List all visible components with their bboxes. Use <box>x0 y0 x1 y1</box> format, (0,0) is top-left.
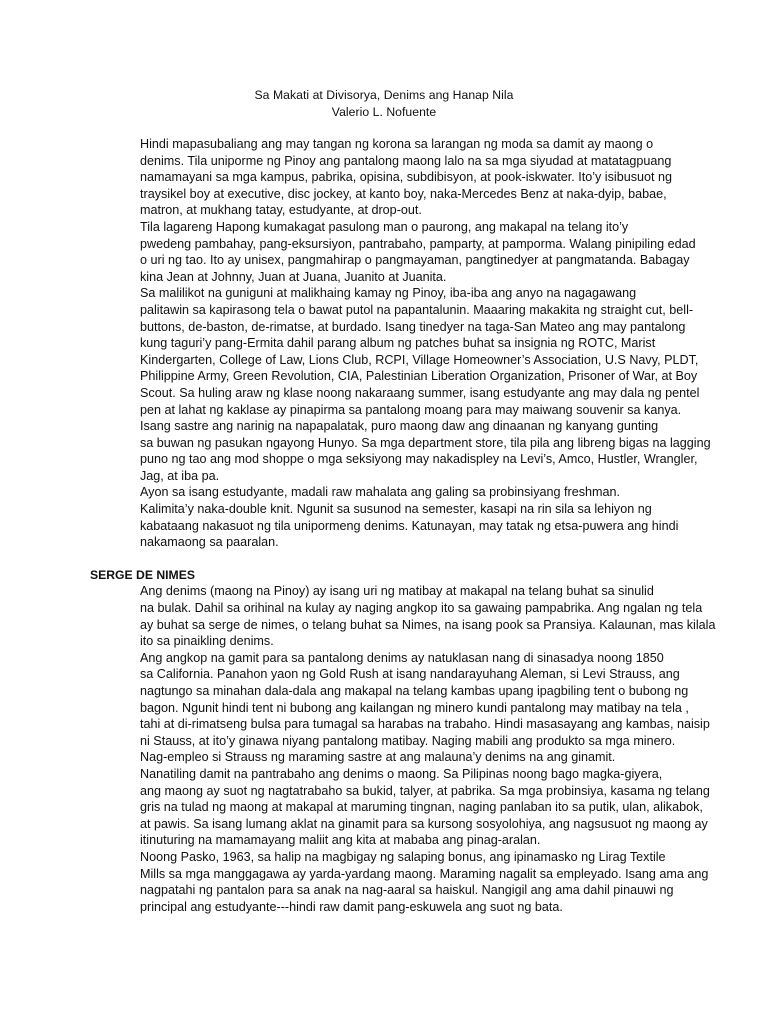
text-line: Jag, at iba pa. <box>140 468 220 483</box>
paragraph <box>90 484 710 550</box>
text-line: namamayani sa mga kampus, pabrika, opisina, subdibisyon, at pook-iskwater. Ito’y isibusuot ng <box>140 170 673 185</box>
text-line: Noong Pasko, 1963, sa halip na magbigay ng salaping bonus, ang ipinamasko ng Lirag Textile <box>140 849 666 864</box>
text-line: Kalimita’y naka-double knit. Ngunit sa susunod na semester, kasapi na rin sila sa lehiyon ng <box>140 502 652 517</box>
text-line: pen at lahat ng kaklase ay pinapirma sa pantalong moang para may maiwang souvenir sa kanya. <box>140 402 682 417</box>
text-line: Philippine Army, Green Revolution, CIA, Palestinian Liberation Organization, Prisoner of War, at Boy <box>140 369 698 384</box>
text-line: o uri ng tao. Ito ay unisex, pangmahirap o pangmayaman, pangtinedyer at pangmatanda. Babagay <box>140 253 690 268</box>
document-author: Valerio L. Nofuente <box>331 105 437 119</box>
text-line: Ang denims (maong na Pinoy) ay isang uri ng matibay at makapal na telang buhat sa sinulid <box>140 584 654 599</box>
text-line: nakamaong sa paaralan. <box>140 535 279 550</box>
text-line: puno ng tao ang mod shoppe o mga seksiyong may nakadispley na Levi’s, Amco, Hustler, Wrangler, <box>140 452 698 467</box>
text-line: gris na tulad ng maong at makapal at maruming tingnan, naging panlaban ito sa putik, ulan, alikabok, <box>140 800 703 815</box>
section-serge-de-nimes <box>90 583 716 915</box>
text-line: Scout. Sa huling araw ng klase noong nakaraang summer, isang estudyante ang may dala ng pentel <box>140 385 700 400</box>
text-line: sa California. Panahon yaon ng Gold Rush at isang nandarayuhang Aleman, si Levi Strauss, ang <box>140 667 680 682</box>
text-line: Ang angkop na gamit para sa pantalong denims ay natuklasan nang di sinasadya noong 1850 <box>140 650 664 665</box>
text-line: kung taguri’y pang-Ermita dahil parang album ng patches buhat sa insignia ng ROTC, Marist <box>140 336 656 351</box>
text-line: Kindergarten, College of Law, Lions Club, RCPI, Village Homeowner’s Association, U.S Navy, PLDT, <box>140 352 699 367</box>
text-line: denims. Tila uniporme ng Pinoy ang pantalong maong lalo na sa mga siyudad at matatagpuang <box>140 153 672 168</box>
text-line: ito sa pinaikling denims. <box>140 634 274 649</box>
section-intro <box>90 136 710 551</box>
text-line: nagtungo sa minahan dala-dala ang makapal na telang kambas upang ipagbiling tent o bubong ng <box>140 684 689 698</box>
document-title: Sa Makati at Divisorya, Denims ang Hanap Nila <box>254 88 514 102</box>
text-line: kina Jean at Johnny, Juan at Juana, Juanito at Juanita. <box>140 269 447 284</box>
text-line: ang maong ay suot ng nagtatrabaho sa bukid, talyer, at pabrika. Sa mga probinsiya, kasama ng telang <box>140 783 710 798</box>
text-line: Mills sa mga manggagawa ay yarda-yardang maong. Maraming nagalit sa empleyado. Isang ama ang <box>140 866 709 881</box>
paragraph <box>90 583 716 649</box>
paragraph <box>90 285 710 418</box>
paragraph <box>90 136 710 219</box>
text-line: itinuturing na mamamayang maliit ang kita at mababa ang pinag-aralan. <box>140 833 541 848</box>
text-line: nagpatahi ng pantalon para sa anak na nag-aaral sa haiskul. Nangigil ang ama dahil pinauwi ng <box>140 883 674 898</box>
text-line: at pawis. Sa isang lumang aklat na ginamit para sa kursong sosyolohiya, ang nagsusuot ng maong ay <box>140 816 708 831</box>
text-line: ay buhat sa serge de nimes, o telang buhat sa Nimes, na isang pook sa Pransiya. Kalaunan, mas kilala <box>140 617 716 632</box>
text-line: na bulak. Dahil sa orihinal na kulay ay naging angkop ito sa gawaing pampabrika. Ang ngalan ng tela <box>140 601 703 616</box>
text-line: traysikel boy at executive, disc jockey, at kanto boy, naka-Mercedes Benz at naka-dyip, babae, <box>140 186 667 201</box>
text-line: principal ang estudyante---hindi raw damit pang-eskuwela ang suot ng bata. <box>140 899 563 914</box>
text-line: Ayon sa isang estudyante, madali raw mahalata ang galing sa probinsiyang freshman. <box>140 485 621 500</box>
paragraph <box>90 418 710 484</box>
text-line: palitawin sa kapirasong tela o bawat putol na papantalunin. Maaaring makakita ng straight cut, bell- <box>140 302 694 317</box>
paragraph <box>90 766 710 849</box>
paragraph <box>90 219 710 285</box>
document-body <box>90 136 716 915</box>
paragraph <box>90 849 710 915</box>
text-line: kabataang nakasuot ng tila unipormeng denims. Katunayan, may tatak ng etsa-puwera ang hindi <box>140 518 679 533</box>
text-line: ni Stauss, at ito’y ginawa niyang pantalong matibay. Naging mabili ang produkto sa mga minero. <box>140 733 676 748</box>
text-line: Hindi mapasubaliang ang may tangan ng korona sa larangan ng moda sa damit ay maong o <box>140 137 654 151</box>
text-line: buttons, de-baston, de-rimatse, at burdado. Isang tinedyer na taga-San Mateo ang may pantalong <box>140 319 686 334</box>
text-line: tahi at di-rimatseng bulsa para tumagal sa harabas na trabaho. Hindi masasayang ang kambas, naisip <box>140 717 710 732</box>
text-line: sa buwan ng pasukan ngayong Hunyo. Sa mga department store, tila pila ang libreng bigas na lagging <box>140 435 711 450</box>
text-line: Tila lagareng Hapong kumakagat pasulong man o paurong, ang makapal na telang ito’y <box>140 219 629 234</box>
text-line: Nanatiling damit na pantrabaho ang denims o maong. Sa Pilipinas noong bago magka-giyera, <box>140 766 663 781</box>
text-line: matron, at mukhang tatay, estudyante, at drop-out. <box>140 203 422 218</box>
text-line: Nag-empleo si Strauss ng maraming sastre at ang malauna’y denims na ang ginamit. <box>140 750 616 765</box>
text-line: pwedeng pambahay, pang-eksursiyon, pantrabaho, pamparty, at pamporma. Walang pinipiling edad <box>140 236 696 251</box>
text-line: Sa malilikot na guniguni at malikhaing kamay ng Pinoy, iba-iba ang anyo na nagagawang <box>140 286 637 301</box>
text-line: Isang sastre ang narinig na napapalatak, puro maong daw ang dinaanan ng kanyang gunting <box>140 419 659 434</box>
paragraph <box>90 650 710 766</box>
section-heading-serge-de-nimes: SERGE DE NIMES <box>90 567 195 582</box>
text-line: bagon. Ngunit hindi tent ni bubong ang kailangan ng minero kundi pantalong may matibay na tela , <box>140 700 689 715</box>
